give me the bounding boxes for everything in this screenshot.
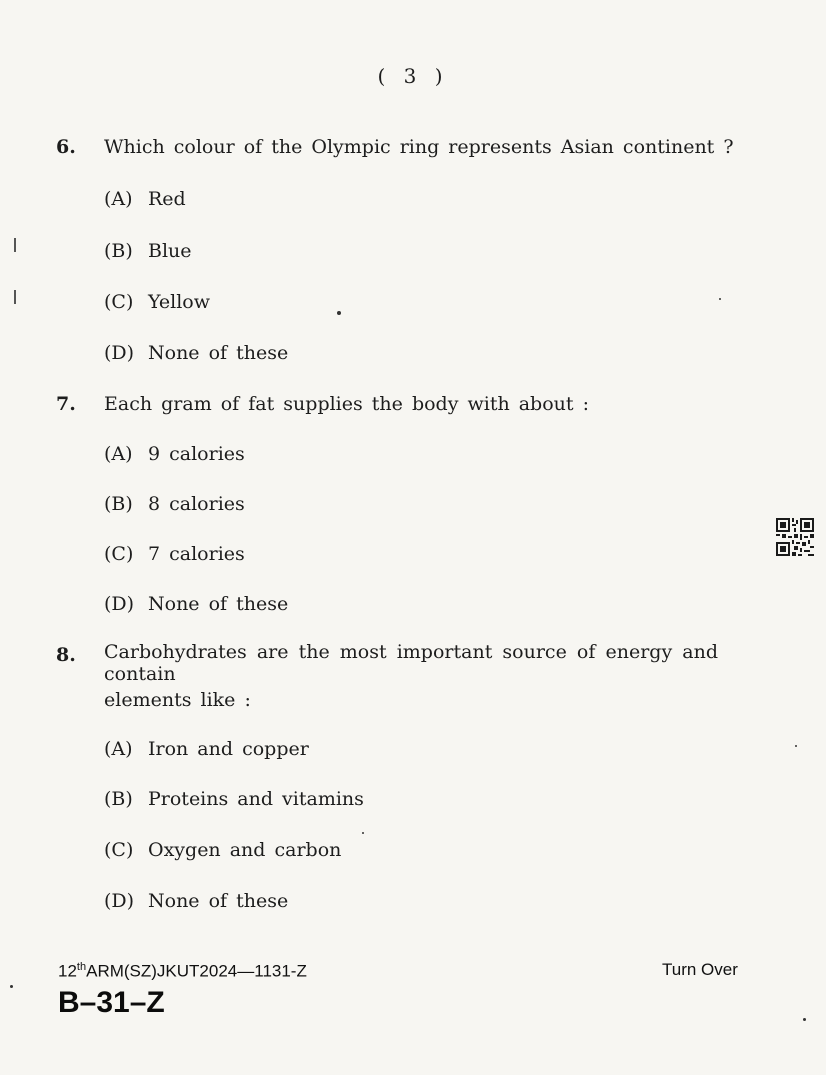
option-letter: (D) xyxy=(104,342,135,364)
option-a xyxy=(104,188,186,210)
option-text: 8 calories xyxy=(148,493,245,515)
paper-code-suffix: th xyxy=(76,961,87,973)
option-b xyxy=(104,788,364,810)
paper-series: B–31–Z xyxy=(58,986,165,1019)
option-text: Yellow xyxy=(148,291,210,313)
option-letter: (B) xyxy=(104,493,133,515)
option-text: None of these xyxy=(148,890,289,912)
option-d xyxy=(104,593,288,615)
option-letter: (C) xyxy=(104,291,134,313)
option-text: 9 calories xyxy=(148,443,245,465)
question-text-line-1: Carbohydrates are the most important source of energy and contain xyxy=(104,641,718,685)
question-text-line-2: elements like : xyxy=(104,689,251,711)
option-b xyxy=(104,493,245,515)
option-text: None of these xyxy=(148,593,289,615)
scan-speck xyxy=(10,985,13,988)
scan-speck xyxy=(362,832,364,834)
question-text: Each gram of fat supplies the body with about : xyxy=(104,393,589,415)
question-text: Which colour of the Olympic ring represents Asian continent ? xyxy=(104,136,734,158)
option-text: Oxygen and carbon xyxy=(148,839,342,861)
turn-over-label: Turn Over xyxy=(662,960,738,979)
option-letter: (B) xyxy=(104,240,133,262)
scan-speck xyxy=(803,1018,806,1021)
scan-edge-mark xyxy=(14,290,16,304)
option-b xyxy=(104,240,192,262)
option-a xyxy=(104,738,309,760)
scan-speck xyxy=(719,298,721,300)
page-number: ( 3 ) xyxy=(377,64,449,88)
paper-code xyxy=(58,961,307,982)
question-number: 6. xyxy=(56,136,76,158)
option-letter: (D) xyxy=(104,890,135,912)
scan-speck xyxy=(337,311,341,315)
option-letter: (A) xyxy=(104,188,133,210)
option-letter: (C) xyxy=(104,543,134,565)
option-text: None of these xyxy=(148,342,289,364)
option-letter: (D) xyxy=(104,593,135,615)
question-number: 7. xyxy=(56,393,76,415)
option-letter: (C) xyxy=(104,839,134,861)
option-text: Red xyxy=(148,188,186,210)
option-a xyxy=(104,443,245,465)
scan-edge-mark xyxy=(14,238,16,252)
option-text: Proteins and vitamins xyxy=(148,788,364,810)
option-d xyxy=(104,890,288,912)
option-letter: (A) xyxy=(104,443,133,465)
paper-code-rest: ARM(SZ)JKUT2024—1131-Z xyxy=(86,961,307,981)
option-d xyxy=(104,342,288,364)
option-text: 7 calories xyxy=(148,543,245,565)
option-letter: (A) xyxy=(104,738,133,760)
qr-code-icon xyxy=(776,518,814,556)
question-number: 8. xyxy=(56,644,76,666)
option-c xyxy=(104,543,245,565)
option-text: Blue xyxy=(148,240,192,262)
option-text: Iron and copper xyxy=(148,738,309,760)
option-c xyxy=(104,839,341,861)
option-c xyxy=(104,291,210,313)
paper-code-prefix: 12 xyxy=(58,961,77,981)
option-letter: (B) xyxy=(104,788,133,810)
scan-speck xyxy=(795,745,797,747)
